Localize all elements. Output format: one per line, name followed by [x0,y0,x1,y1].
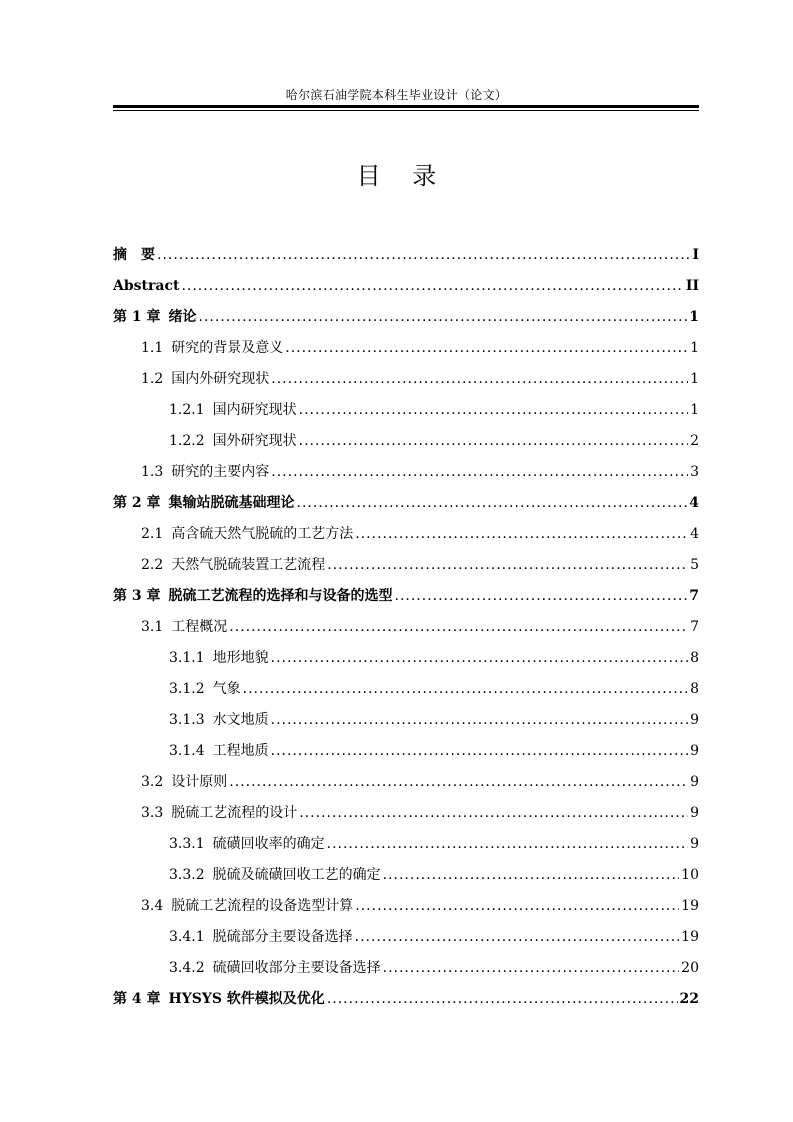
toc-entry[interactable] [113,984,699,1015]
toc-entry-number: 第 4 章 [113,991,161,1007]
toc-entry-number: 3.1.4 [169,743,205,759]
toc-entry-page: 9 [690,712,699,728]
toc-dot-leader [299,426,688,457]
toc-entry-page: 19 [681,898,699,914]
toc-entry-number: 3.1.2 [169,681,205,697]
toc-entry-page: 2 [690,433,699,449]
toc-dot-leader [181,271,683,302]
toc-entry-label: 脱硫工艺流程的设计 [171,805,298,821]
toc-entry-number: 1.2.2 [169,433,205,449]
toc-dot-leader [271,705,688,736]
toc-entry-label: HYSYS 软件模拟及优化 [168,991,325,1007]
toc-entry-label: 高含硫天然气脱硫的工艺方法 [171,526,354,542]
toc-entry-page: 3 [690,464,699,480]
toc-entry-number: 第 3 章 [113,588,161,604]
toc-entry-page: 5 [690,557,699,573]
toc-dot-leader [299,395,688,426]
toc-entry-page: II [685,278,699,294]
toc-entry-label: 研究的背景及意义 [171,340,284,356]
toc-entry-label: 摘 要 [113,247,155,263]
toc-dot-leader [199,302,688,333]
table-of-contents [113,240,699,1015]
toc-entry-page: 9 [690,774,699,790]
toc-entry-number: 1.2.1 [169,402,205,418]
toc-entry-label: 国内外研究现状 [171,371,270,387]
toc-dot-leader [271,457,688,488]
toc-entry[interactable] [113,798,699,829]
toc-entry-label: 研究的主要内容 [171,464,270,480]
toc-entry-label: 工程地质 [212,743,269,759]
toc-dot-leader [271,736,688,767]
toc-entry-label: 脱硫工艺流程的选择和与设备的选型 [168,588,393,604]
toc-entry-label: 天然气脱硫装置工艺流程 [171,557,326,573]
toc-entry-number: 第 1 章 [113,309,161,325]
toc-dot-leader [271,643,688,674]
toc-entry[interactable] [113,643,699,674]
toc-dot-leader [229,612,688,643]
toc-entry[interactable] [113,705,699,736]
toc-entry-label: 国内研究现状 [212,402,297,418]
toc-entry-page: 10 [681,867,699,883]
toc-entry-label: 气象 [212,681,241,697]
header-rule-thick [113,105,699,108]
toc-entry-label: 工程概况 [171,619,228,635]
toc-entry-number: 3.3.2 [169,867,205,883]
toc-entry-number: 3.1 [141,619,164,635]
toc-entry[interactable] [113,891,699,922]
toc-entry-page: 9 [690,743,699,759]
toc-entry-label: 硫磺回收部分主要设备选择 [212,960,381,976]
toc-dot-leader [229,767,688,798]
toc-entry[interactable] [113,333,699,364]
toc-entry-label: Abstract [113,278,180,294]
toc-entry[interactable] [113,829,699,860]
toc-entry-number: 1.3 [141,464,164,480]
toc-entry[interactable] [113,581,699,612]
toc-dot-leader [383,953,680,984]
toc-entry-number: 3.1.3 [169,712,205,728]
toc-entry-page: 7 [690,619,699,635]
toc-dot-leader [297,488,688,519]
toc-entry[interactable] [113,922,699,953]
toc-entry-number: 1.2 [141,371,164,387]
toc-entry-page: 7 [689,588,699,604]
header-rule-thin [113,110,699,111]
toc-entry-page: 1 [690,402,699,418]
toc-entry-page: 8 [690,650,699,666]
toc-dot-leader [285,333,688,364]
toc-entry-label: 绪论 [168,309,197,325]
toc-dot-leader [355,519,688,550]
toc-entry[interactable] [113,457,699,488]
toc-entry[interactable] [113,240,699,271]
toc-dot-leader [157,240,690,271]
toc-entry-page: 1 [690,340,699,356]
toc-entry-number: 3.1.1 [169,650,205,666]
toc-entry-page: 19 [681,929,699,945]
toc-entry-number: 2.2 [141,557,164,573]
toc-entry[interactable] [113,519,699,550]
toc-entry-label: 水文地质 [212,712,269,728]
toc-entry[interactable] [113,674,699,705]
toc-entry-page: 22 [679,991,699,1007]
toc-entry-number: 3.4 [141,898,164,914]
toc-dot-leader [355,922,680,953]
toc-entry-page: 9 [690,836,699,852]
toc-entry-number: 3.4.2 [169,960,205,976]
toc-entry[interactable] [113,426,699,457]
toc-entry-label: 脱硫部分主要设备选择 [212,929,353,945]
toc-entry-number: 第 2 章 [113,495,161,511]
toc-entry-number: 1.1 [141,340,164,356]
toc-entry-page: 4 [689,495,699,511]
toc-entry-number: 3.4.1 [169,929,205,945]
toc-dot-leader [299,798,688,829]
toc-entry-page: I [692,247,699,263]
toc-entry[interactable] [113,767,699,798]
toc-entry-label: 地形地貌 [212,650,269,666]
toc-entry[interactable] [113,488,699,519]
toc-entry-number: 3.2 [141,774,164,790]
toc-entry-page: 20 [681,960,699,976]
toc-entry-page: 1 [690,371,699,387]
toc-dot-leader [327,984,678,1015]
toc-dot-leader [355,891,679,922]
toc-entry-label: 脱硫及硫磺回收工艺的确定 [212,867,381,883]
toc-entry[interactable] [113,736,699,767]
toc-title: 目 录 [356,162,449,190]
toc-dot-leader [327,550,688,581]
toc-dot-leader [327,829,688,860]
toc-entry[interactable] [113,364,699,395]
toc-entry-number: 2.1 [141,526,164,542]
toc-dot-leader [383,860,680,891]
toc-entry-page: 9 [690,805,699,821]
toc-entry-label: 设计原则 [171,774,228,790]
toc-entry-page: 8 [690,681,699,697]
toc-entry-number: 3.3 [141,805,164,821]
toc-entry[interactable] [113,860,699,891]
toc-entry[interactable] [113,395,699,426]
toc-entry-label: 硫磺回收率的确定 [212,836,325,852]
toc-entry-number: 3.3.1 [169,836,205,852]
toc-entry-label: 集输站脱硫基础理论 [168,495,295,511]
toc-entry[interactable] [113,953,699,984]
toc-dot-leader [243,674,688,705]
toc-dot-leader [271,364,688,395]
toc-entry-label: 国外研究现状 [212,433,297,449]
toc-dot-leader [395,581,688,612]
toc-entry[interactable] [113,302,699,333]
toc-entry[interactable] [113,612,699,643]
page-header: 哈尔滨石油学院本科生毕业设计（论文） [285,88,508,102]
toc-entry-page: 4 [690,526,699,542]
toc-entry-label: 脱硫工艺流程的设备选型计算 [171,898,354,914]
toc-entry[interactable] [113,271,699,302]
toc-entry-page: 1 [689,309,699,325]
toc-entry[interactable] [113,550,699,581]
